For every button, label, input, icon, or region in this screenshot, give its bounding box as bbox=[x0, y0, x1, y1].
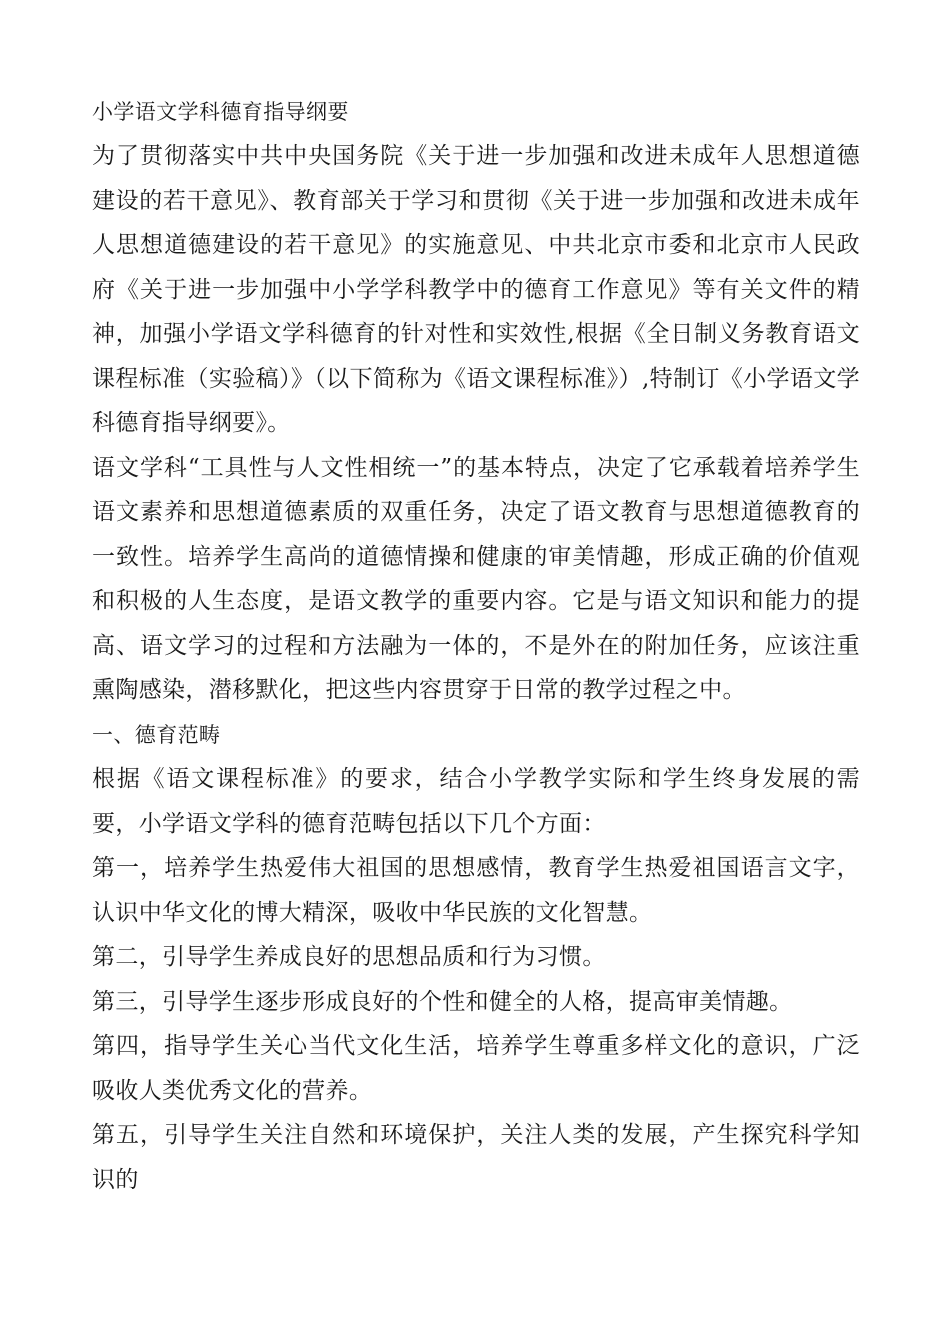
intro-paragraph: 为了贯彻落实中共中央国务院《关于进一步加强和改进未成年人思想道德建设的若干意见》、教育部关于学习和贯彻《关于进一步加强和改进未成年人思想道德建设的若干意见》的实施意见、中共北京市委和北京市人民政府《关于进一步加强中小学学科教学中的德育工作意见》等有关文件的精神，加强小学语文学科德育的针对性和实效性,根据《全日制义务教育语文课程标准（实验稿）》（以下简称为《语文课程标准》）,特制订《小学语文学科德育指导纲要》。 bbox=[92, 143, 860, 436]
list-item: 第四，指导学生关心当代文化生活，培养学生尊重多样文化的意识，广泛吸收人类优秀文化的营养。 bbox=[92, 1033, 860, 1104]
document-body bbox=[92, 90, 860, 1202]
document-title: 小学语文学科德育指导纲要 bbox=[92, 100, 349, 124]
nature-paragraph: 语文学科“工具性与人文性相统一”的基本特点，决定了它承载着培养学生语文素养和思想道德素质的双重任务，决定了语文教育与思想道德教育的一致性。培养学生高尚的道德情操和健康的审美情趣，形成正确的价值观和积极的人生态度，是语文教学的重要内容。它是与语文知识和能力的提高、语文学习的过程和方法融为一体的，不是外在的附加任务，应该注重熏陶感染，潜移默化，把这些内容贯穿于日常的教学过程之中。 bbox=[92, 454, 860, 703]
list-item: 第一，培养学生热爱伟大祖国的思想感情，教育学生热爱祖国语言文字，认识中华文化的博大精深，吸收中华民族的文化智慧。 bbox=[92, 855, 860, 926]
list-item: 第五，引导学生关注自然和环境保护，关注人类的发展，产生探究科学知识的 bbox=[92, 1122, 860, 1193]
section-intro-paragraph: 根据《语文课程标准》的要求，结合小学教学实际和学生终身发展的需要，小学语文学科的德育范畴包括以下几个方面： bbox=[92, 766, 860, 837]
section-heading: 一、德育范畴 bbox=[92, 722, 221, 747]
list-item: 第二，引导学生养成良好的思想品质和行为习惯。 bbox=[92, 944, 606, 970]
list-item: 第三，引导学生逐步形成良好的个性和健全的人格，提高审美情趣。 bbox=[92, 988, 793, 1015]
